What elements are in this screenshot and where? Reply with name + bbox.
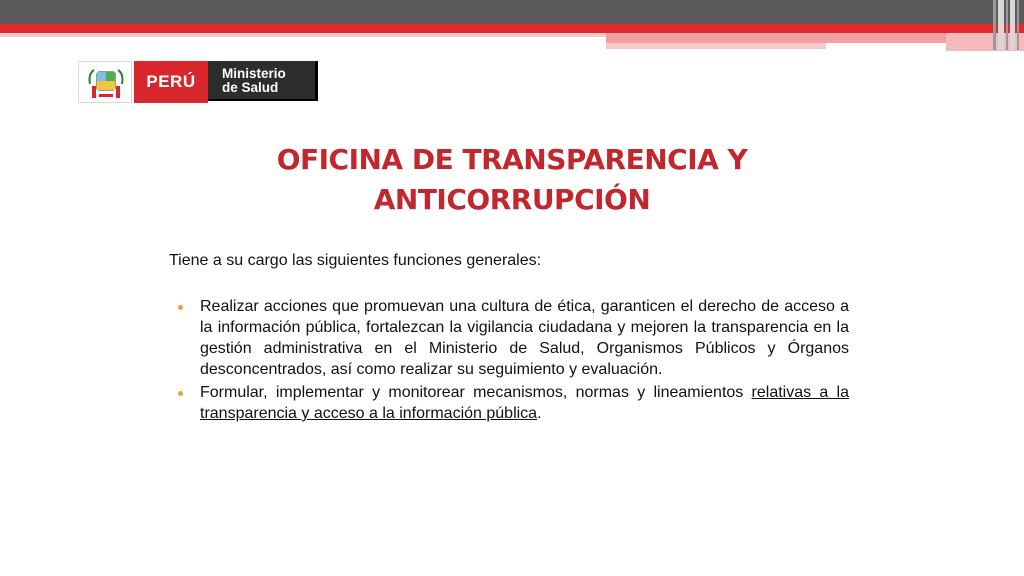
header-stripe	[1017, 0, 1019, 50]
page-title-line2: ANTICORRUPCIÓN	[373, 183, 651, 216]
header-band-red	[0, 24, 1024, 33]
coat-of-arms-icon	[78, 61, 132, 103]
header-band-pink	[0, 33, 606, 37]
header-stripe	[998, 0, 1004, 50]
list-item-text: Formular, implementar y monitorear mecanismos, normas y lineamientos	[200, 384, 752, 401]
header-band-dark	[0, 0, 1024, 24]
list-item-end: .	[537, 405, 542, 422]
function-list	[178, 296, 849, 426]
logo-ministry-line1: Ministerio	[222, 66, 286, 81]
list-item	[178, 382, 849, 424]
logo-ministry-line2: de Salud	[222, 80, 279, 95]
logo-ministry-label	[208, 61, 318, 101]
bullet-icon	[178, 391, 183, 396]
header-stripe	[1010, 0, 1015, 50]
header-stripe	[1006, 0, 1008, 50]
list-item-text: Realizar acciones que promuevan una cultura de ética, garanticen el derecho de acceso a la información pública, fortalezcan la vigilancia ciudadana y mejoren la transparencia en la gestión administrativa en el Ministerio de Salud, Organismos Públicos y Órganos desconcentrados, así como realizar su seguimiento y evaluación.	[200, 298, 849, 378]
intro-text: Tiene a su cargo las siguientes funciones generales:	[169, 252, 542, 269]
list-item-underlined-text: relativas a la transparencia y acceso a la información pública	[200, 384, 849, 422]
page-title-line1: OFICINA DE TRANSPARENCIA Y	[276, 143, 748, 176]
logo-peru-label: PERÚ	[134, 61, 208, 103]
page-title	[200, 140, 824, 220]
bullet-icon	[178, 305, 183, 310]
header-stripe	[993, 0, 996, 50]
list-item	[178, 296, 849, 380]
minsa-logo	[78, 61, 322, 103]
header-band-pink	[606, 33, 946, 43]
header-band-pink	[606, 43, 826, 49]
